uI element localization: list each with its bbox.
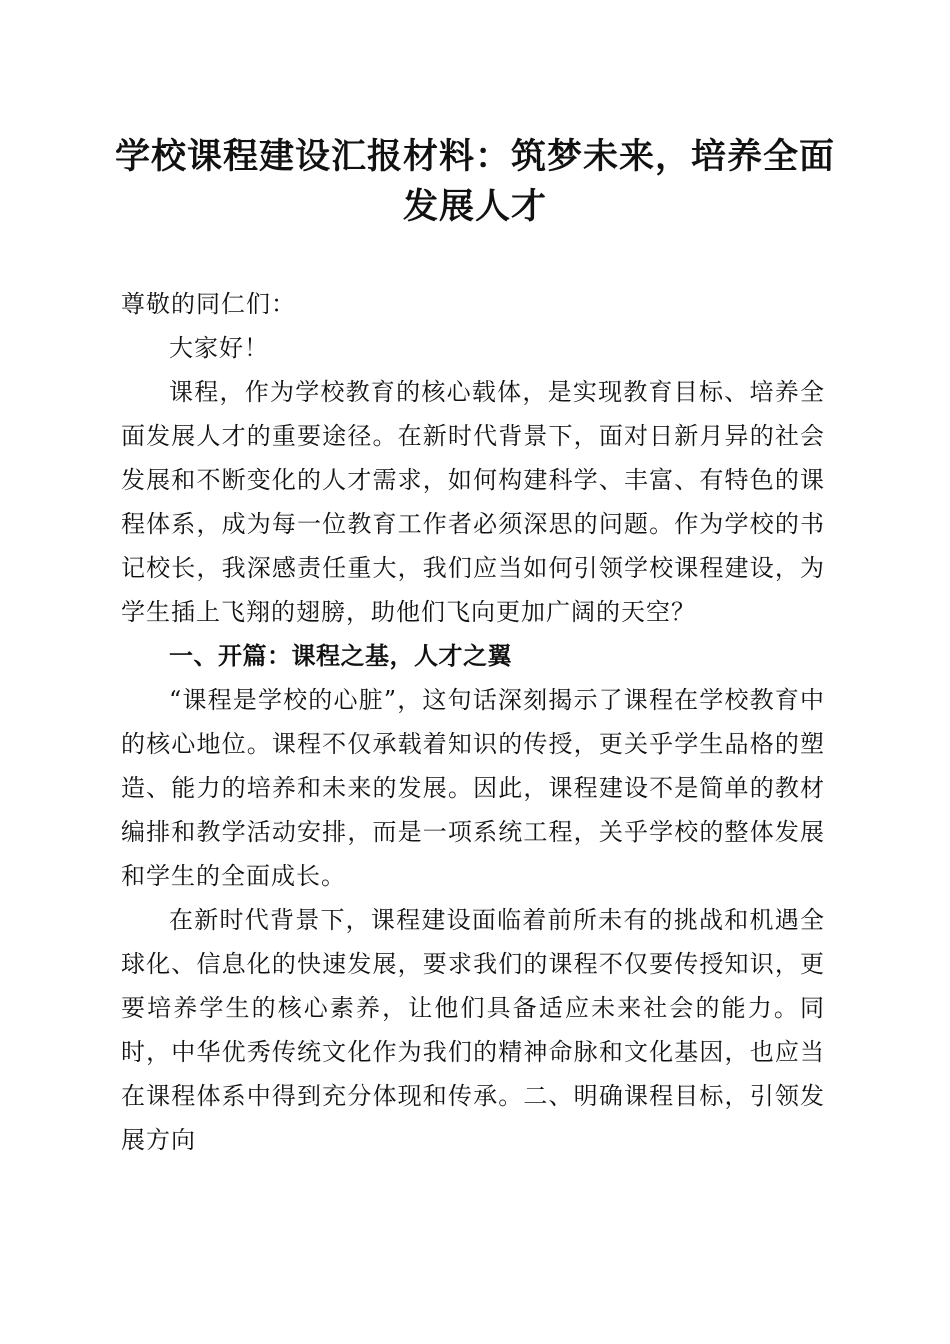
section1-paragraph-2: 在新时代背景下，课程建设面临着前所未有的挑战和机遇全球化、信息化的快速发展，要求我们的课程不仅要传授知识，更要培养学生的核心素养，让他们具备适应未来社会的能力。同时，中华优秀传统文化作为我们的精神命脉和文化基因，也应当在课程体系中得到充分体现和传承。二、明确课程目标，引领发展方向 [121, 906, 825, 1154]
section1-paragraph-1: “课程是学校的心脏”，这句话深刻揭示了课程在学校教育中的核心地位。课程不仅承载着知识的传授，更关乎学生品格的塑造、能力的培养和未来的发展。因此，课程建设不是简单的教材编排和教学活动安排，而是一项系统工程，关乎学校的整体发展和学生的全面成长。 [121, 686, 825, 890]
intro-paragraph: 课程，作为学校教育的核心载体，是实现教育目标、培养全面发展人才的重要途径。在新时代背景下，面对日新月异的社会发展和不断变化的人才需求，如何构建科学、丰富、有特色的课程体系，成为每一位教育工作者必须深思的问题。作为学校的书记校长，我深感责任重大，我们应当如何引领学校课程建设，为学生插上飞翔的翅膀，助他们飞向更加广阔的天空？ [121, 378, 825, 626]
document-body [121, 282, 825, 1162]
salutation: 尊敬的同仁们： [121, 290, 296, 318]
section-heading-1: 一、开篇：课程之基，人才之翼 [169, 642, 512, 670]
document-title: 学校课程建设汇报材料：筑梦未来，培养全面发展人才 [114, 136, 835, 227]
greeting: 大家好！ [169, 334, 269, 362]
